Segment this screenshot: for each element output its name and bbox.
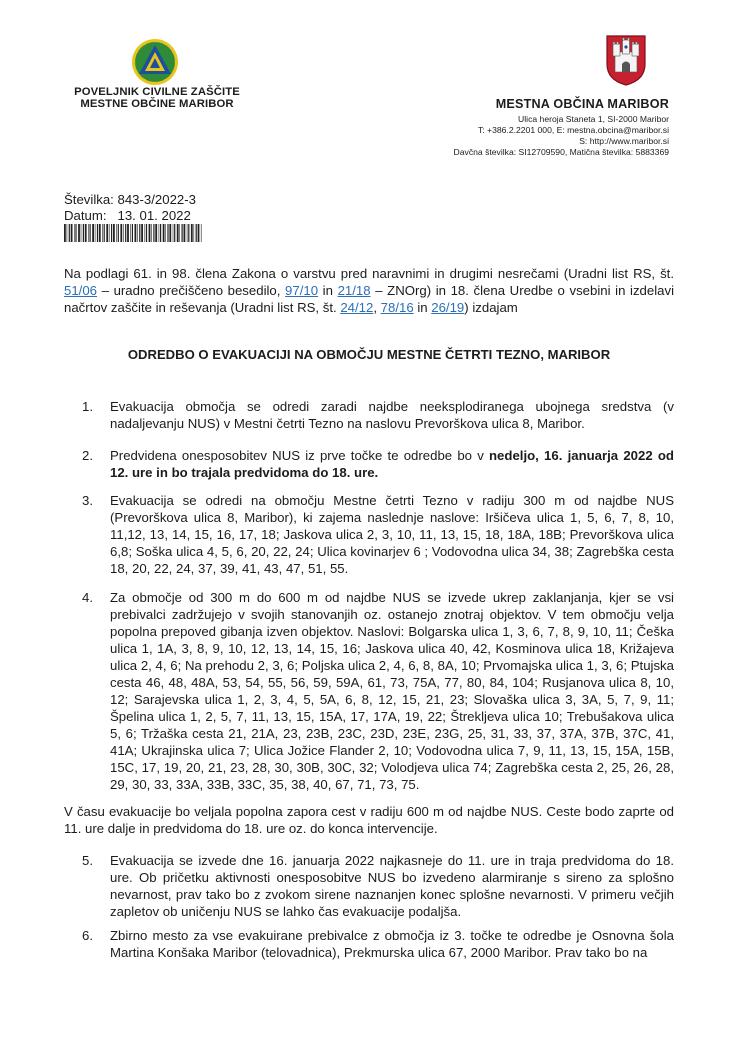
- intro-text: in: [413, 300, 432, 315]
- document-number: Številka: 843-3/2022-3: [64, 192, 196, 207]
- municipality-name: MESTNA OBČINA MARIBOR: [495, 97, 669, 111]
- law-link-21-18[interactable]: 21/18: [337, 283, 371, 298]
- maribor-crest-icon: [605, 34, 647, 86]
- municipality-header: [289, 97, 669, 158]
- municipality-contact: T: +386.2.2201 000, E: mestna.obcina@maribor.si: [478, 125, 669, 135]
- civil-protection-emblem-icon: [131, 38, 179, 86]
- law-link-24-12[interactable]: 24/12: [340, 300, 374, 315]
- municipality-web: S: http://www.maribor.si: [579, 136, 669, 146]
- item-number: 4.: [82, 590, 93, 605]
- law-link-26-19[interactable]: 26/19: [431, 300, 465, 315]
- item-text: Evakuacija se izvede dne 16. januarja 2022 najkasneje do 11. ure in traja predvidoma do 18. ure. Ob pričetku aktivnosti onesposobitve NUS bo izvedeno alarmiranje s sireno za splošno nevarnost, prav tako bo z zvokom sirene naznanjen konec splošne nevarnosti. V primeru večjih zapletov ob uničenju NUS se lahko čas evakuacije podaljša.: [110, 853, 674, 919]
- item-text: Evakuacija se odredi na območju Mestne četrti Tezno v radiju 300 m od najdbe NUS (Prevorškova ulica 8, Maribor), ki zajema naslednje naslove: Iršičeva ulica 1, 5, 6, 7, 8, 10, 11,12, 13, 14, 15, 16, 17, 18; Jaskova ulica 2, 3, 10, 11, 13, 15, 18, 18A, 18B; Prevorškova ulica 6,8; Soška ulica 4, 5, 6, 20, 22, 24; Ulica kovinarjev 6 ; Vodovodna ulica 34, 38; Zagrebška cesta 18, 20, 22, 24, 37, 39, 41, 43, 47, 51, 55.: [110, 493, 674, 576]
- item-text-plain: Predvidena onesposobitev NUS iz prve točke te odredbe bo v: [110, 448, 489, 463]
- item-number: 5.: [82, 853, 93, 868]
- intro-text: ) izdajam: [464, 300, 518, 315]
- civil-protection-municipality: MESTNE OBČINE MARIBOR: [80, 98, 234, 111]
- intro-text: in: [318, 283, 338, 298]
- date-label: Datum:: [64, 207, 107, 223]
- item-number: 2.: [82, 448, 93, 463]
- document-meta: [64, 192, 196, 223]
- law-link-97-10[interactable]: 97/10: [285, 283, 319, 298]
- item-number: 1.: [82, 399, 93, 414]
- order-title: ODREDBO O EVAKUACIJI NA OBMOČJU MESTNE ČETRTI TEZNO, MARIBOR: [127, 347, 611, 362]
- intro-text: – ZNOrg) in 18. člena Uredbe o vsebini in izdelavi načrtov zaščite in reševanja (Uradni list RS, št.: [64, 283, 675, 315]
- intro-text: Na podlagi 61. in 98. člena Zakona o varstvu pred naravnimi in drugimi nesrečami (Uradni list RS, št.: [64, 266, 674, 281]
- law-link-78-16[interactable]: 78/16: [380, 300, 414, 315]
- item-text-bold: nedeljo, 16. januarja 2022 od 12. ure in bo trajala predvidoma do 18. ure.: [110, 448, 674, 480]
- law-link-51-06[interactable]: 51/06: [64, 283, 98, 298]
- municipality-ids: Davčna številka: SI12709590, Matična številka: 5883369: [453, 147, 669, 157]
- item-text: Za območje od 300 m do 600 m od najdbe NUS se izvede ukrep zaklanjanja, kjer se vsi prebivalci zadržujejo v svojih stanovanjih oz. ostanejo znotraj objektov. V tem območju velja popolna prepoved gibanja izven objektov. Naslovi: Bolgarska ulica 1, 3, 6, 7, 8, 9, 10, 11; Češka ulica 1, 1A, 3, 8, 9, 10, 12, 13, 14, 15, 16; Jaskova ulica 40, 42, Kosminova ulica 18, Križajeva ulica 2, 4, 6; Na prehodu 2, 3, 6; Poljska ulica 2, 4, 6, 8, 8A, 10; Prvomajska ulica 1, 3, 6; Ptujska cesta 46, 48, 48A, 53, 54, 55, 56, 59, 59A, 61, 73, 75A, 77, 80, 84, 104; Rusjanova ulica 8, 10, 12; Sarajevska ulica 1, 2, 3, 4, 5, 5A, 6, 8, 12, 15, 21, 23; Slovaška ulica 3, 3A, 5, 7, 9, 11; Špelina ulica 1, 2, 5, 7, 11, 13, 15, 15A, 17, 17A, 19, 22; Štrekljeva ulica 10; Trebušakova ulica 5, 6; Tržaška cesta 21, 21A, 23, 23B, 23C, 23D, 23E, 23G, 25, 31, 33, 37, 37A, 37B, 37C, 41, 41A; Ukrajinska ulica 7; Ulica Jožice Flander 2, 10; Vodovodna ulica 7, 9, 11, 13, 15, 15A, 15B, 15C, 17, 19, 20, 21, 23, 28, 30, 30B, 30C, 32; Volodjeva ulica 74; Zagrebška cesta 2, 25, 26, 28, 29, 30, 33, 33A, 33B, 33C, 35, 38, 40, 67, 71, 73, 75.: [110, 590, 674, 792]
- intro-paragraph: [64, 265, 674, 316]
- municipality-address: Ulica heroja Staneta 1, SI-2000 Maribor: [518, 114, 669, 124]
- item-text: [110, 447, 674, 481]
- date-value: 13. 01. 2022: [117, 207, 191, 223]
- intro-text: ,: [373, 300, 381, 315]
- document-date: [64, 208, 196, 224]
- item-number: 6.: [82, 928, 93, 943]
- intro-text: – uradno prečiščeno besedilo,: [97, 283, 286, 298]
- barcode-icon: [64, 224, 204, 242]
- civil-protection-title: POVELJNIK CIVILNE ZAŠČITE: [74, 86, 240, 98]
- item-text: Evakuacija območja se odredi zaradi najdbe neeksplodiranega ubojnega sredstva (v nadaljevanju NUS) v Mestni četrti Tezno na naslovu Prevorškova ulica 8, Maribor.: [110, 399, 674, 431]
- item-number: 3.: [82, 493, 93, 508]
- item-text: Zbirno mesto za vse evakuirane prebivalce z območja iz 3. točke te odredbe je Osnovna šola Martina Konšaka Maribor (telovadnica), Prekmurska ulica 67, 2000 Maribor. Prav tako bo na: [110, 928, 674, 960]
- civil-protection-header: [62, 86, 252, 110]
- road-closure-paragraph: V času evakuacije bo veljala popolna zapora cest v radiju 600 m od najdbe NUS. Ceste bodo zaprte od 11. ure dalje in predvidoma do 18. ure oz. do konca intervencije.: [64, 804, 674, 836]
